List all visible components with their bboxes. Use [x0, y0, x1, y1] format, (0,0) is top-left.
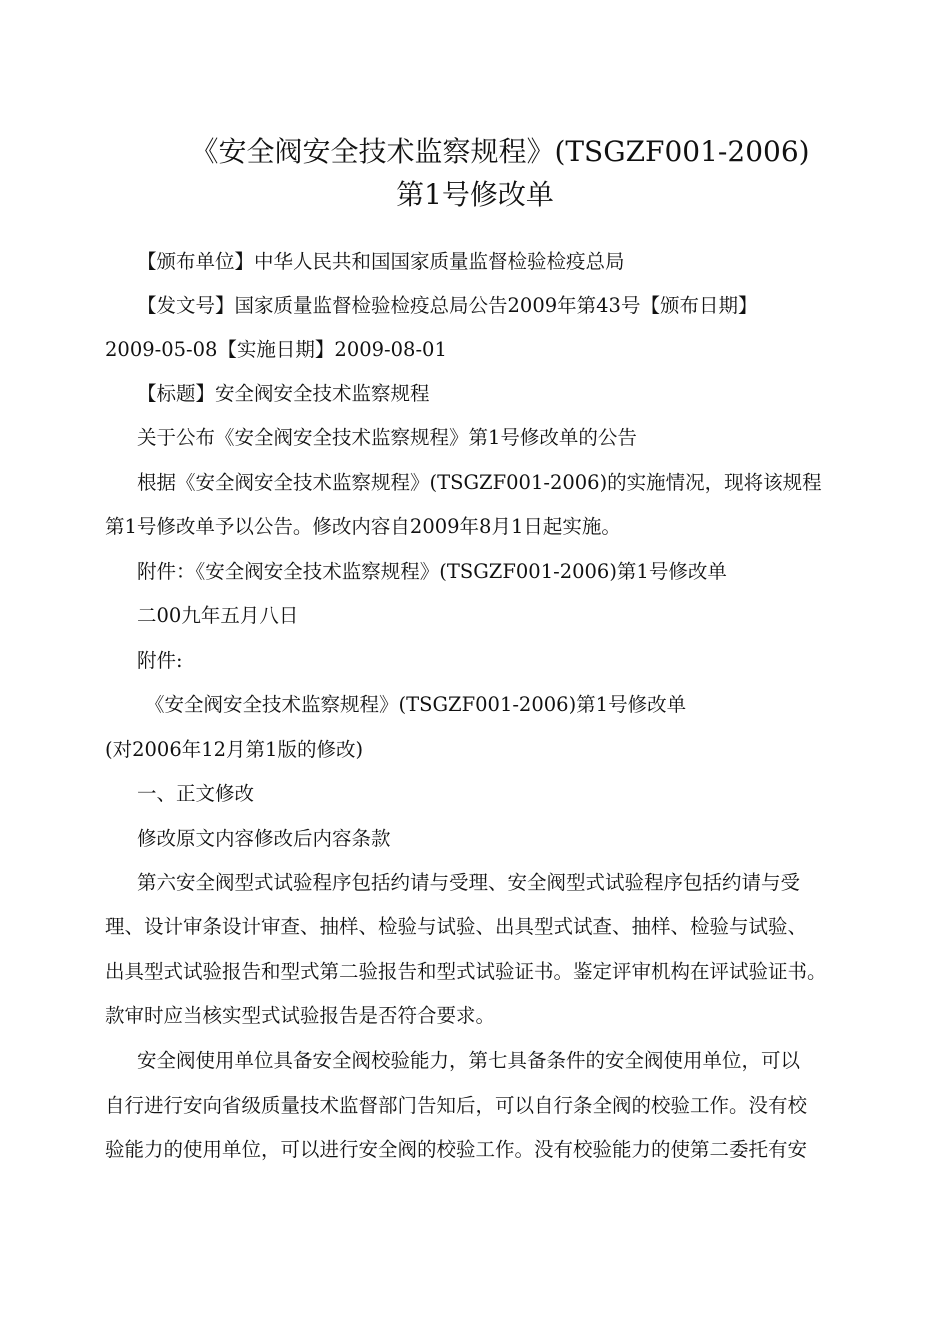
heading-line: 【标题】安全阀安全技术监察规程 [137, 382, 430, 405]
document-subtitle: 第1号修改单 [396, 178, 554, 211]
table-header-line: 修改原文内容修改后内容条款 [137, 827, 391, 850]
body-paragraph: 根据《安全阀安全技术监察规程》(TSGZF001-2006)的实施情况，现将该规程 [137, 471, 822, 494]
dates-line: 2009-05-08【实施日期】2009-08-01 [105, 338, 447, 361]
body-paragraph: 第六安全阀型式试验程序包括约请与受理、安全阀型式试验程序包括约请与受 [137, 871, 801, 894]
section-heading: 一、正文修改 [137, 782, 255, 805]
document-number-line: 【发文号】国家质量监督检验检疫总局公告2009年第43号【颁布日期】 [137, 294, 758, 317]
attachment-line: 附件：《安全阀安全技术监察规程》(TSGZF001-2006)第1号修改单 [137, 560, 727, 583]
body-paragraph: 理、设计审条设计审查、抽样、检验与试验、出具型式试查、抽样、检验与试验、 [105, 915, 808, 938]
body-paragraph: 款审时应当核实型式试验报告是否符合要求。 [105, 1004, 496, 1027]
attachment-title: 《安全阀安全技术监察规程》(TSGZF001-2006)第1号修改单 [145, 693, 687, 716]
announcement-title: 关于公布《安全阀安全技术监察规程》第1号修改单的公告 [137, 426, 637, 449]
body-paragraph: 自行进行安向省级质量技术监督部门告知后，可以自行条全阀的校验工作。没有校 [105, 1094, 808, 1117]
body-paragraph: 验能力的使用单位，可以进行安全阀的校验工作。没有校验能力的使第二委托有安 [105, 1138, 808, 1161]
attachment-label: 附件: [137, 649, 183, 672]
body-paragraph: 第1号修改单予以公告。修改内容自2009年8月1日起实施。 [105, 515, 621, 538]
body-paragraph: 安全阀使用单位具备安全阀校验能力，第七具备条件的安全阀使用单位，可以 [137, 1049, 801, 1072]
issuing-unit-line: 【颁布单位】中华人民共和国国家质量监督检验检疫总局 [137, 250, 625, 273]
date-line: 二00九年五月八日 [137, 604, 299, 627]
document-title: 《安全阀安全技术监察规程》(TSGZF001-2006) [190, 135, 810, 168]
revision-note: (对2006年12月第1版的修改) [105, 738, 364, 761]
body-paragraph: 出具型式试验报告和型式第二验报告和型式试验证书。鉴定评审机构在评试验证书。 [105, 960, 827, 983]
